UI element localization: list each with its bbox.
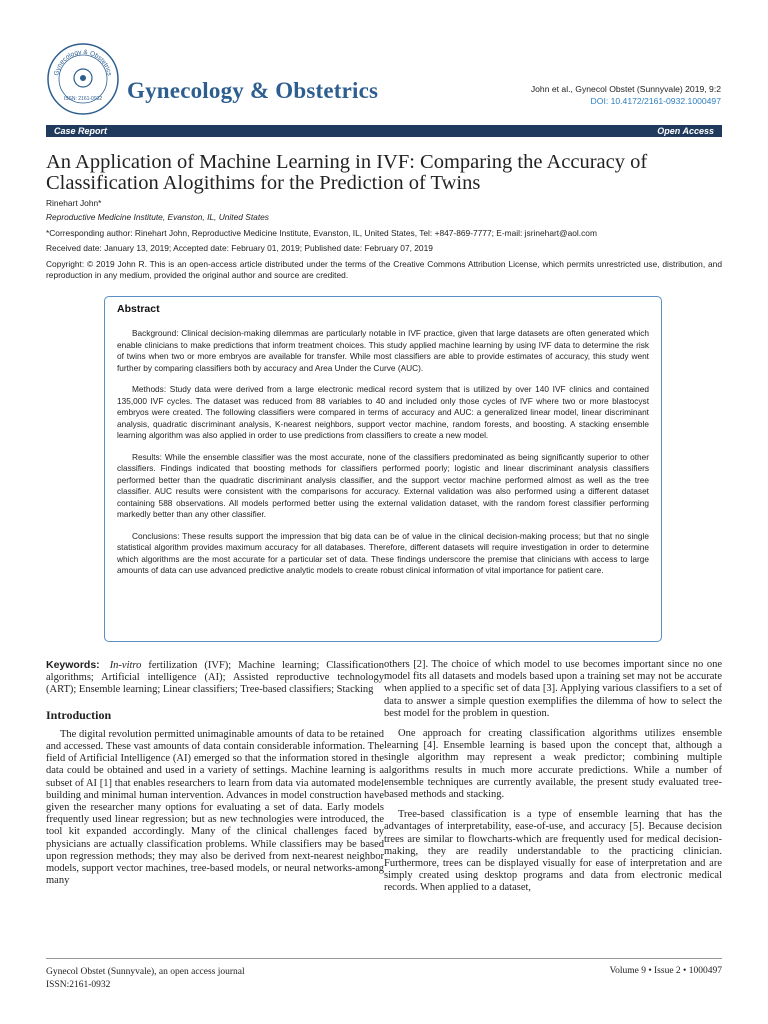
article-type-bar (46, 125, 722, 137)
article-title: An Application of Machine Learning in IVF: Comparing the Accuracy of Classification Alogithims for the Prediction of Twins (46, 151, 648, 194)
logo-issn: ISSN: 2161-0932 (63, 96, 103, 102)
doi-link[interactable]: DOI: 10.4172/2161-0932.1000497 (590, 96, 721, 106)
right-paragraph-1: others [2]. The choice of which model to use becomes important since no one model fits all datasets and models based upon a training set may not be accurate when applied to a specific set of data [3]. Applying various classifiers to a set of data to answer a simple question exemplifies the dilemma of how to select the best model for the problem in question. (384, 659, 722, 719)
author: Rinehart John* (46, 198, 102, 208)
right-paragraph-2: One approach for creating classification algorithms utilizes ensemble learning [4]. Ensemble learning is based upon the concept that, although a single algorithm may represent a weak predictor; combining multiple algorithms results in much more accurate predictions. While a number of ensemble techniques are currently available, the present study evaluated tree-based methods and stacking. (384, 728, 722, 801)
abstract-heading: Abstract (117, 303, 160, 315)
copyright: Copyright: © 2019 John R. This is an open-access article distributed under the terms of the Creative Commons Attribution License, which permits unrestricted use, distribution, and reproduction in any medium, provided the original author and source are credited. (46, 259, 722, 280)
keywords-list: fertilization (IVF); Machine learning; Classification algorithms; Artificial intelligence (AI); Assisted reproductive technology (ART); Ensemble learning; Linear classifiers; Tree-based classifiers; Stacking (46, 660, 385, 696)
dates: Received date: January 13, 2019; Accepted date: February 01, 2019; Published date: February 07, 2019 (46, 243, 433, 253)
footer-journal: Gynecol Obstet (Sunnyvale), an open access journal (46, 967, 245, 977)
footer-volume: Volume 9 • Issue 2 • 1000497 (609, 966, 722, 976)
left-column (46, 659, 384, 895)
footer-divider (46, 958, 722, 959)
keywords (46, 659, 384, 697)
keywords-label: Keywords: (46, 659, 100, 671)
abstract-methods: Methods: Study data were derived from a large electronic medical record system that is utilized by over 140 IVF clinics and contained 135,000 IVF cycles. The dataset was reduced from 88 variables to 40 and included only those cycles of IVF where two or more blastocyst embryos were created. The following classifiers were compared in terms of accuracy and AUC: a generalized linear model, linear discriminant analysis, quadratic discriminant analysis, K-nearest neighbors, support vector machine, random forests, and boosting. A stacking ensemble learning algorithm was also applied in order to use predictions from classifiers to create a new model. (117, 384, 649, 440)
footer-left (46, 966, 245, 992)
footer-issn: ISSN:2161-0932 (46, 980, 111, 990)
abstract-conclusions: Conclusions: These results support the impression that big data can be of value in the clinical decision-making process; but that no single statistical algorithm provides maximum accuracy for all databases. Therefore, different datasets will require investigation in order to determine which algorithms are the most accurate for a particular set of data. These findings underscore the premise that clinicians with access to large amounts of data can use advanced predictive analytic models to create robust clinical information of vital importance for patient care. (117, 530, 649, 575)
abstract-results: Results: While the ensemble classifier was the most accurate, none of the classifiers predominated as being significantly superior to other classifiers. Findings indicated that boosting methods for classifiers performed poorly; logistic and linear discriminant analysis classifiers performed better than the quadratic discriminant analysis classifier, and the support vector machine performed almost as well as the tree classifier. AUC results were consistent with the comparisons for accuracy. External validation was also performed using a different dataset containing 588 observations. All models performed better using the external validation dataset, with the random forest classifier performing markedly better than any other classifier. (117, 451, 649, 519)
abstract-background: Background: Clinical decision-making dilemmas are particularly notable in IVF practice, given that large datasets are often generated which enable clinicians to make predictions that inform treatment choices. This study applied machine learning by using IVF data to determine the risk of twins when two or more embryos are available for transfer. While most classifiers are able to provide estimates of accuracy, this study went further by comparing classifiers both by accuracy and Area Under the Curve (AUC). (117, 328, 649, 373)
journal-title: Gynecology & Obstetrics (127, 78, 379, 103)
journal-logo (46, 42, 120, 116)
citation-block (531, 83, 721, 107)
affiliation: Reproductive Medicine Institute, Evanston, IL, United States (46, 212, 269, 222)
article-type: Case Report (54, 126, 108, 136)
open-access-label: Open Access (657, 126, 714, 136)
right-paragraph-3: Tree-based classification is a type of ensemble learning that has the advantages of interpretability, ease-of-use, and accuracy [5]. Because decision trees are similar to flowcharts-which are frequently used for medical decision-making, they are readily understandable to the practicing clinician. Furthermore, trees can be displayed visually for ease of interpretation and are simply created using desktop programs and data from electronic medical records. When applied to a dataset, (384, 809, 722, 894)
introduction-heading: Introduction (46, 707, 112, 722)
keywords-italic: In-vitro (109, 660, 142, 671)
corresponding-author: *Corresponding author: Rinehart John, Reproductive Medicine Institute, Evanston, IL, United States, Tel: +847-869-7777; E-mail: jsrinehart@aol.com (46, 228, 597, 238)
citation: John et al., Gynecol Obstet (Sunnyvale) 2019, 9:2 (530, 84, 721, 94)
svg-text:Gynecology & Obstetrics (53, 49, 113, 77)
right-column (384, 659, 722, 903)
intro-paragraph-1: The digital revolution permitted unimaginable amounts of data to be retained and accessed. These vast amounts of data contain considerable information. The field of Artificial Intelligence (AI) emerged so that the information stored in the data could be obtained and used in a variety of settings. Machine learning is a subset of AI [1] that enables researchers to learn from data via automated model building and minimal human intervention. Advances in model construction have given the researcher many options for evaluating a set of data. Early models frequently used linear regression; but as new technologies were introduced, the tool kit expanded accordingly. Many of the clinical challenges faced by physicians are actually classification problems. While classifiers may be based upon regression methods; they may also be derived from next-nearest neighbor models, support vector machines, tree-based models, or neural networks-among many (46, 728, 384, 887)
logo-text: Gynecology & Obstetrics (53, 48, 113, 77)
abstract-box (104, 296, 662, 642)
